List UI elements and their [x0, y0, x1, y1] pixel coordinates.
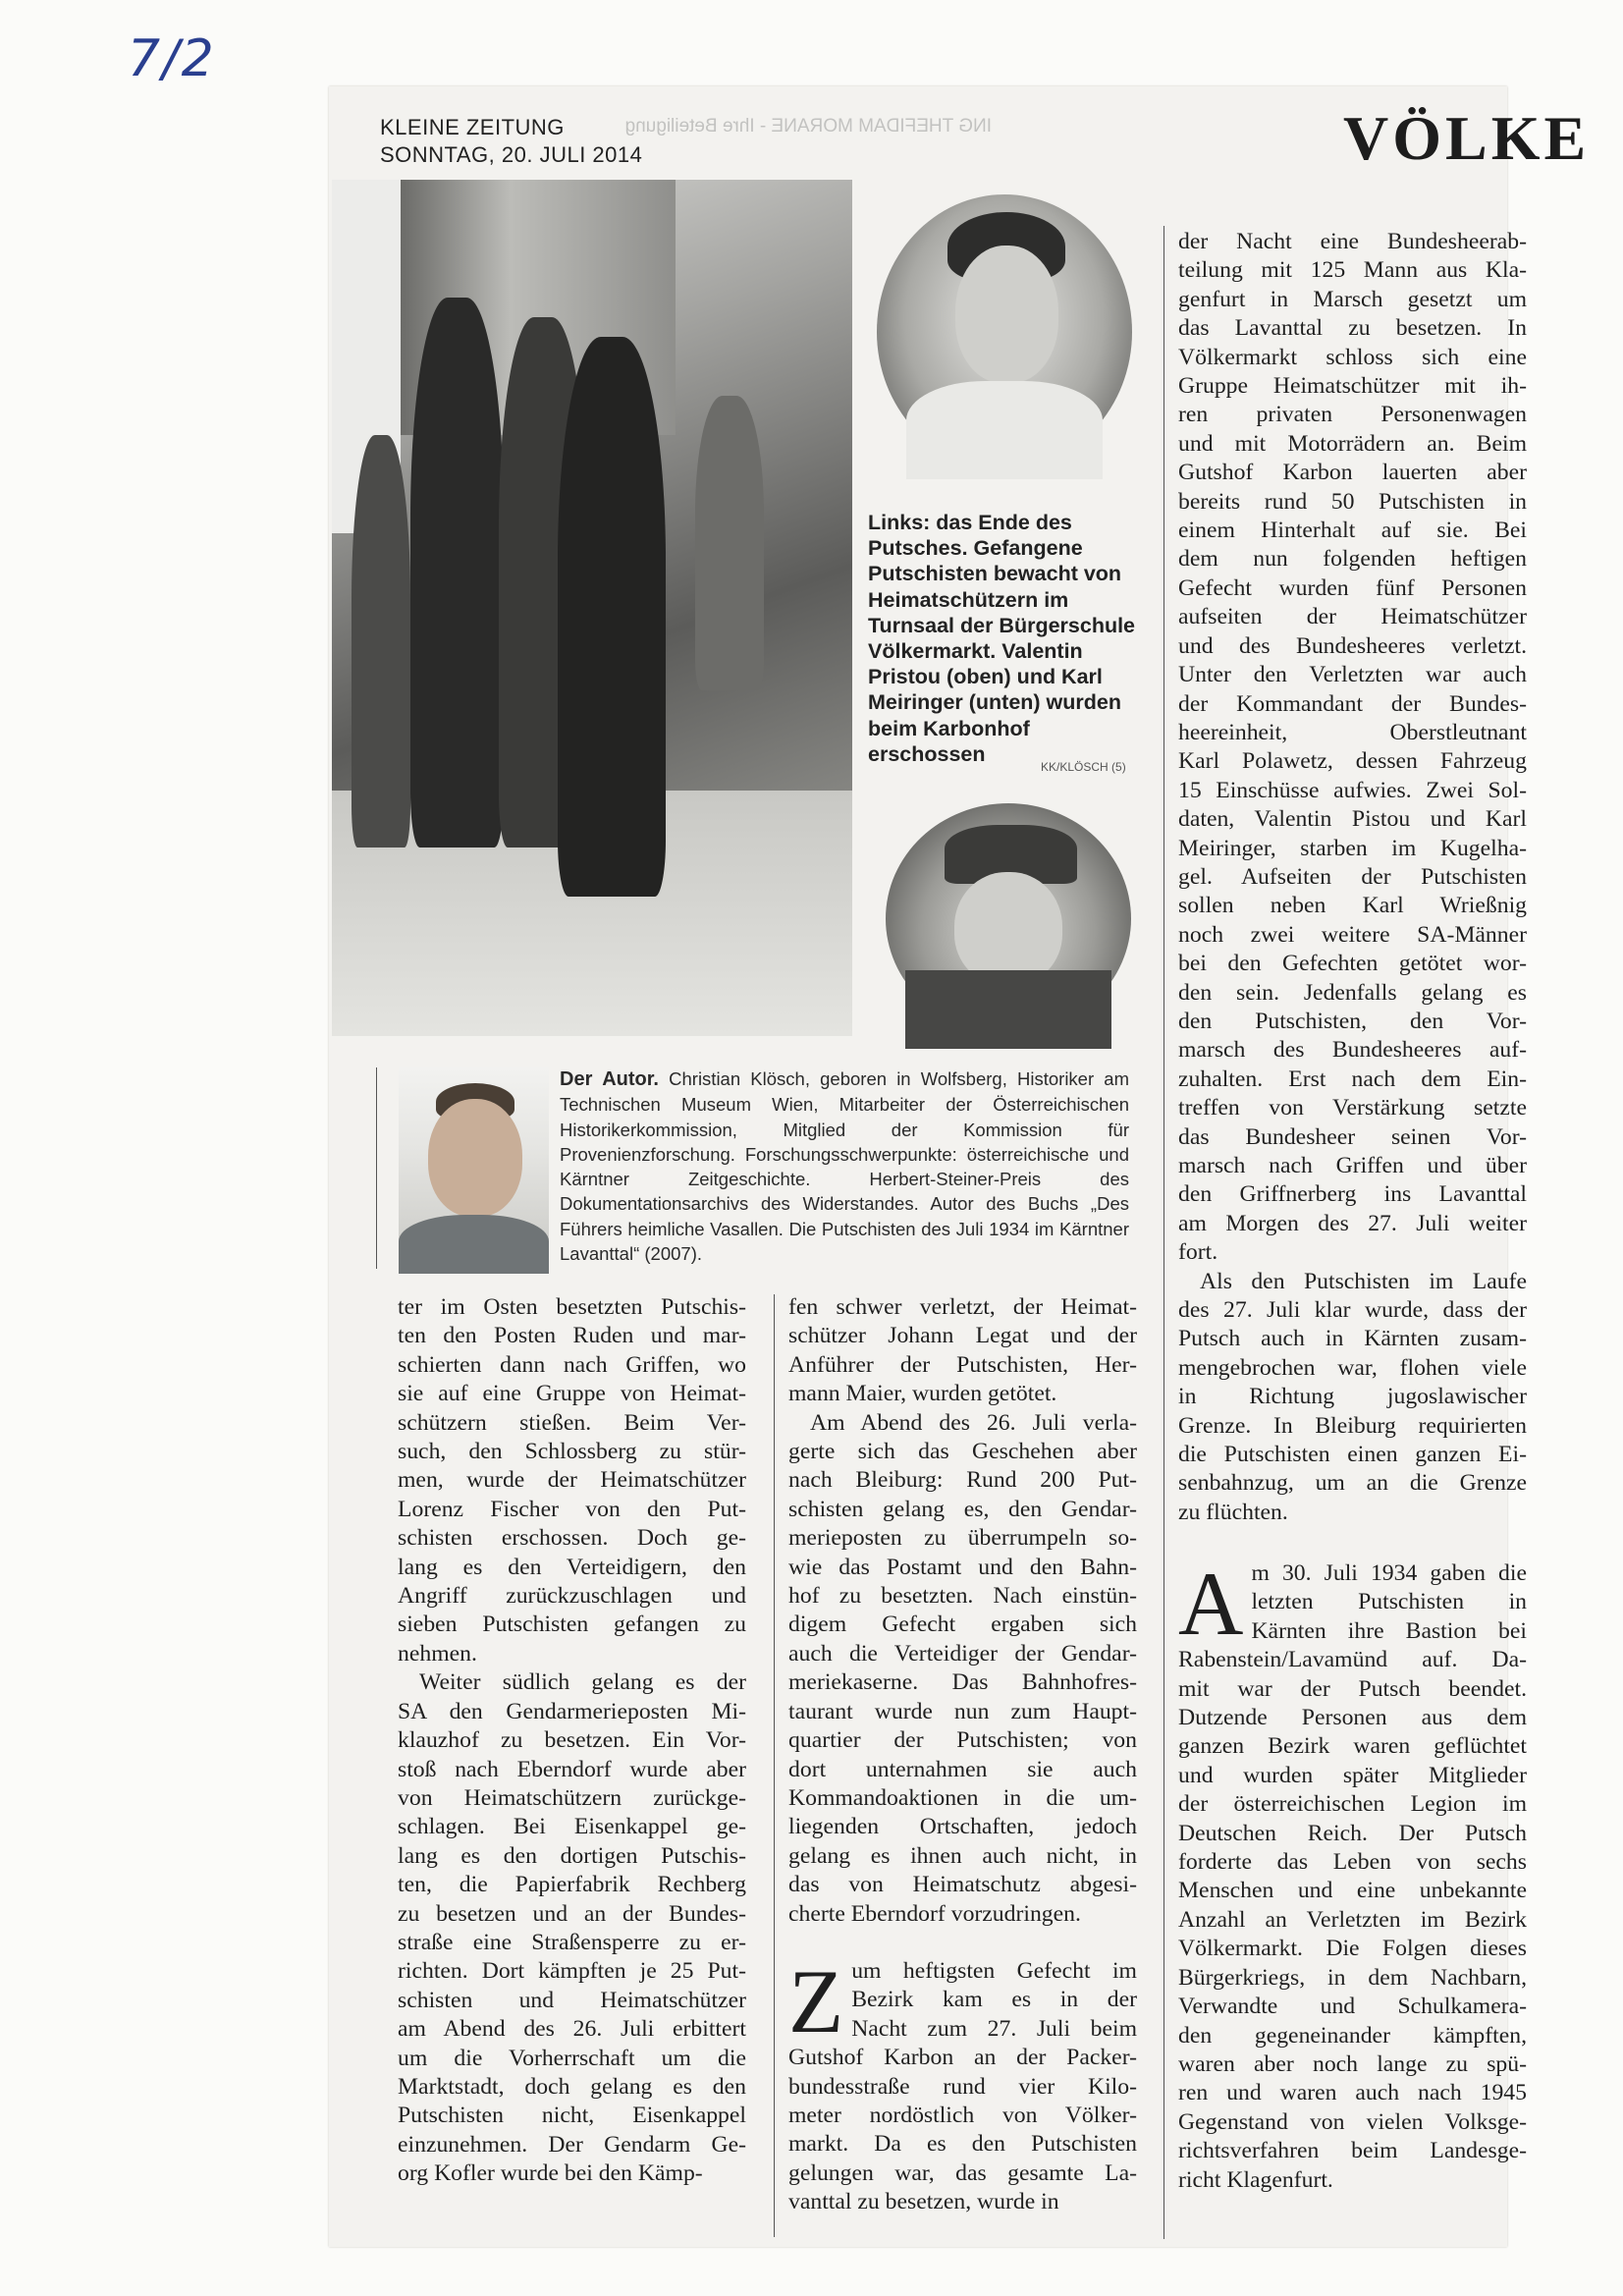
article-line: merieposten zu überrumpeln so-: [788, 1525, 1137, 1552]
photo-figure: [352, 435, 410, 847]
article-line: meriekaserne. Das Bahnhofres-: [788, 1669, 1137, 1696]
article-line: lang es den Verteidigern, den: [398, 1554, 746, 1580]
portrait-face: [954, 872, 1062, 985]
article-line: der österreichischen Legion im: [1178, 1791, 1527, 1818]
article-line: einem Hinterhalt auf sie. Bei: [1178, 518, 1527, 544]
article-line: forderte das Leben von sechs: [1178, 1849, 1527, 1876]
article-line: sieben Putschisten gefangen zu: [398, 1612, 746, 1638]
article-line: gel. Aufseiten der Putschisten: [1178, 863, 1527, 890]
article-line: taurant wurde nun zum Haupt-: [788, 1698, 1137, 1724]
article-line: quartier der Putschisten; von: [788, 1727, 1137, 1754]
article-column-2: [788, 1293, 1137, 1929]
article-line: Am Abend des 26. Juli verla-: [810, 1409, 1137, 1436]
column-rule: [774, 1294, 775, 2237]
article-line: Karl Polawetz, dessen Fahrzeug: [1178, 748, 1527, 775]
article-line: schierten dann nach Griffen, wo: [398, 1351, 746, 1378]
author-lead: Der Autor.: [560, 1068, 659, 1090]
article-line: klauzhof zu besetzen. Ein Vor-: [398, 1727, 746, 1754]
article-line: das Lavanttal zu besetzen. In: [1178, 315, 1527, 342]
article-line: marsch nach Griffen und über: [1178, 1153, 1527, 1178]
article-line: schlagen. Bei Eisenkappel ge-: [398, 1814, 746, 1840]
article-line: schützern stießen. Beim Ver-: [398, 1409, 746, 1436]
article-line: 15 Einschüsse aufwies. Zwei Sol-: [1178, 777, 1527, 803]
article-line: dort unternahmen sie auch: [788, 1756, 1137, 1782]
article-line: gelang es ihnen auch nicht, in: [788, 1842, 1137, 1869]
article-line: und des Bundesheeres verletzt.: [1178, 632, 1527, 659]
author-bio-text: Christian Klösch, geboren in Wolfsberg, Historiker am Technischen Museum Wien, Mitarbeiter der Österreichischen Historikerkommission, Mitglied der Kommission für Provenienzforschung. Forschungsschwerpunkte: österreichische und Kärntner Zeitgeschichte. Herbert-Steiner-Preis des Dokumentationsarchivs des Widerstandes. Autor des Buchs „Des Führers heimliche Vasallen. Die Putschisten des Juli 1934 im Kärntner Lavanttal“ (2007).: [560, 1068, 1130, 1265]
article-line: Dutzende Personen aus dem: [1178, 1705, 1527, 1731]
article-line: zu besetzen und an der Bundes-: [398, 1900, 746, 1927]
article-line: und wurden später Mitglieder: [1178, 1762, 1527, 1788]
article-line: den Griffnerberg ins Lavanttal: [1178, 1181, 1527, 1208]
article-line: Gruppe Heimatschützer mit ih-: [1178, 373, 1527, 400]
article-line: markt. Da es den Putschisten: [788, 2131, 1137, 2158]
article-line: SA den Gendarmerieposten Mi-: [398, 1698, 746, 1724]
article-line: Gegenstand von vielen Volksge-: [1178, 2108, 1527, 2135]
article-line: Grenze. In Bleiburg requirierten: [1178, 1412, 1527, 1439]
article-line: vanttal zu besetzen, wurde in: [788, 2189, 1059, 2215]
newspaper-name: KLEINE ZEITUNG: [380, 115, 565, 139]
article-line: Lorenz Fischer von den Put-: [398, 1496, 746, 1522]
article-line: schisten gelang es, den Gendar-: [788, 1496, 1137, 1522]
article-line: Völkermarkt schloss sich eine: [1178, 344, 1527, 370]
article-line: ter im Osten besetzten Putschis-: [398, 1294, 746, 1320]
article-line: Marktstadt, doch gelang es den: [398, 2073, 746, 2100]
article-line: Unter den Verletzten war auch: [1178, 662, 1527, 688]
article-line: ren privaten Personenwagen: [1178, 402, 1527, 428]
author-bio: [560, 1066, 1129, 1266]
article-line: ten den Posten Ruden und mar-: [398, 1323, 746, 1349]
article-line: zu flüchten.: [1178, 1499, 1288, 1525]
portrait-karl-meiringer: [886, 803, 1131, 1034]
article-line: Weiter südlich gelang es der: [419, 1669, 746, 1696]
article-line: senbahnzug, um an die Grenze: [1178, 1470, 1527, 1497]
photo-figure: [558, 337, 666, 897]
portrait-valentin-pistou: [877, 194, 1132, 469]
article-line: bei den Gefechten getötet wor-: [1178, 951, 1527, 977]
article-line: fen schwer verletzt, der Heimat-: [788, 1294, 1137, 1320]
article-line: liegenden Ortschaften, jedoch: [788, 1814, 1137, 1840]
article-line: fort.: [1178, 1239, 1218, 1266]
article-line: auch die Verteidiger der Gendar-: [788, 1640, 1137, 1667]
article-line: genfurt in Marsch gesetzt um: [1178, 286, 1527, 312]
portrait-shirt: [906, 381, 1103, 479]
article-line: digem Gefecht ergaben sich: [788, 1612, 1137, 1638]
article-line: bundesstraße rund vier Kilo-: [788, 2073, 1137, 2100]
article-line: Putsch auch in Kärnten zusam-: [1178, 1326, 1527, 1352]
article-line: sie auf eine Gruppe von Heimat-: [398, 1381, 746, 1407]
article-line: Gutshof Karbon lauerten aber: [1178, 460, 1527, 486]
photo-figure: [410, 298, 504, 847]
article-line: richt Klagenfurt.: [1178, 2166, 1333, 2193]
article-line: Anführer der Putschisten, Her-: [788, 1351, 1137, 1378]
dropcap-letter: A: [1178, 1554, 1244, 1654]
paragraph-continued: [1178, 1646, 1527, 2195]
portrait-face: [955, 246, 1058, 383]
section-title: VÖLKE: [1343, 103, 1591, 173]
article-line: org Kofler wurde bei den Kämp-: [398, 2160, 703, 2187]
article-line: Als den Putschisten im Laufe: [1200, 1268, 1527, 1294]
article-line: nehmen.: [398, 1640, 477, 1667]
bleedthrough-text: ING THEFIDAM MORANE - Ihre Beteiligung: [624, 116, 992, 137]
article-line: m 30. Juli 1934 gaben die: [1251, 1560, 1527, 1586]
author-box-rule: [376, 1067, 377, 1269]
article-line: such, den Schlossberg zu stür-: [398, 1439, 746, 1465]
article-line: treffen von Verstärkung setzte: [1178, 1095, 1527, 1121]
article-line: ren und waren auch nach 1945: [1178, 2080, 1527, 2106]
article-line: Bürgerkriegs, in dem Nachbarn,: [1178, 1964, 1527, 1991]
article-line: die Putschisten einen ganzen Ei-: [1178, 1442, 1527, 1468]
author-photo: [399, 1067, 549, 1269]
article-line: teilung mit 125 Mann aus Kla-: [1178, 257, 1527, 284]
article-line: mengebrochen war, flohen viele: [1178, 1354, 1527, 1381]
article-line: ganzen Bezirk waren geflüchtet: [1178, 1733, 1527, 1760]
article-line: richtsverfahren beim Landesge-: [1178, 2138, 1527, 2164]
article-line: Menschen und eine unbekannte: [1178, 1878, 1527, 1904]
article-line: marsch des Bundesheeres auf-: [1178, 1037, 1527, 1064]
handwritten-page-note: 7/2: [128, 29, 216, 88]
article-line: mann Maier, wurden getötet.: [788, 1381, 1057, 1407]
article-line: Kärnten ihre Bastion bei: [1251, 1617, 1527, 1644]
article-line: Angriff zurückzuschlagen und: [398, 1583, 746, 1610]
article-line: Völkermarkt. Die Folgen dieses: [1178, 1936, 1527, 1962]
article-line: Bezirk kam es in der: [851, 1987, 1137, 2013]
article-line: um heftigsten Gefecht im: [851, 1958, 1137, 1984]
article-line: schützer Johann Legat und der: [788, 1323, 1137, 1349]
article-line: gelungen war, das gesamte La-: [788, 2159, 1137, 2186]
portrait-uniform: [905, 970, 1111, 1049]
article-line: Putschisten nicht, Eisenkappel: [398, 2103, 746, 2129]
article-line: cherte Eberndorf vorzudringen.: [788, 1900, 1081, 1927]
article-line: men, wurde der Heimatschützer: [398, 1467, 746, 1494]
photo-credit: KK/KLÖSCH (5): [1041, 760, 1126, 774]
dropcap-letter: Z: [788, 1951, 844, 2051]
article-line: Gefecht wurden fünf Personen: [1178, 574, 1527, 601]
article-line: heereinheit, Oberstleutnant: [1178, 719, 1527, 745]
article-line: aufseiten der Heimatschützer: [1178, 604, 1527, 630]
article-line: hof zu besetzten. Nach einstün-: [788, 1583, 1137, 1610]
article-line: mit war der Putsch beendet.: [1178, 1675, 1527, 1702]
article-line: letzten Putschisten in: [1251, 1589, 1527, 1615]
article-line: zuhalten. Erst nach dem Ein-: [1178, 1066, 1527, 1092]
article-line: bereits rund 50 Putschisten in: [1178, 488, 1527, 515]
article-line: das von Heimatschutz abgesi-: [788, 1872, 1137, 1898]
article-line: dem nun folgenden heftigen: [1178, 546, 1527, 573]
article-line: richten. Dort kämpften je 25 Put-: [398, 1958, 746, 1985]
article-line: Gutshof Karbon an der Packer-: [788, 2045, 1137, 2071]
article-column-1: [398, 1293, 746, 2189]
article-line: das Bundesheer seinen Vor-: [1178, 1123, 1527, 1150]
article-line: und mit Motorrädern an. Beim: [1178, 430, 1527, 457]
article-line: schisten und Heimatschützer: [398, 1987, 746, 2013]
author-face: [428, 1099, 522, 1217]
article-column-2-dropcap-paragraph: [788, 1951, 1137, 2217]
article-line: daten, Valentin Pistou und Karl: [1178, 806, 1527, 833]
article-line: gerte sich das Geschehen aber: [788, 1439, 1137, 1465]
article-line: meter nordöstlich von Völker-: [788, 2103, 1137, 2129]
article-line: von Heimatschützern zurückge-: [398, 1784, 746, 1811]
article-line: straße eine Straßensperre zu er-: [398, 1929, 746, 1955]
article-line: den Putschisten, den Vor-: [1178, 1008, 1527, 1034]
column-rule: [1163, 226, 1164, 2239]
article-line: nach Bleiburg: Rund 200 Put-: [788, 1467, 1137, 1494]
article-line: Anzahl an Verletzten im Bezirk: [1178, 1906, 1527, 1933]
article-line: stoß nach Eberndorf wurde aber: [398, 1756, 746, 1782]
article-line: Kommandoaktionen in die um-: [788, 1784, 1137, 1811]
author-shirt: [399, 1215, 549, 1274]
article-line: der Kommandant der Bundes-: [1178, 690, 1527, 717]
article-line: einzunehmen. Der Gendarm Ge-: [398, 2131, 746, 2158]
article-line: Meiringer, starben im Kugelha-: [1178, 835, 1527, 861]
article-line: um die Vorherrschaft um die: [398, 2045, 746, 2071]
article-line: am Morgen des 27. Juli weiter: [1178, 1210, 1527, 1236]
article-line: Rabenstein/Lavamünd auf. Da-: [1178, 1647, 1527, 1673]
article-line: waren aber noch lange zu spü-: [1178, 2050, 1527, 2077]
article-line: schisten erschossen. Doch ge-: [398, 1525, 746, 1552]
paragraph-continued: [788, 2044, 1137, 2216]
article-line: lang es den dortigen Putschis-: [398, 1842, 746, 1869]
article-line: den gegeneinander kämpften,: [1178, 2022, 1527, 2049]
article-line: in Richtung jugoslawischer: [1178, 1384, 1527, 1410]
issue-date: SONNTAG, 20. JULI 2014: [380, 142, 643, 167]
photo-caption: Links: das Ende des Putsches. Gefangene Putschisten bewacht von Heimatschützern im Turnsaal der Bürgerschule Völkermarkt. Valentin Pristou (oben) und Karl Meiringer (unten) wurden beim Karbonhof erschossen: [868, 511, 1136, 766]
article-line: der Nacht eine Bundesheerab-: [1178, 229, 1527, 254]
article-line: Nacht zum 27. Juli beim: [851, 2015, 1137, 2042]
article-line: sollen neben Karl Wrießnig: [1178, 893, 1527, 919]
article-column-3-dropcap-paragraph: [1178, 1554, 1527, 2195]
article-line: des 27. Juli klar wurde, dass der: [1178, 1297, 1527, 1324]
article-line: Deutschen Reich. Der Putsch: [1178, 1820, 1527, 1846]
photo-figure: [695, 396, 764, 690]
historical-photo-gymnasium: [332, 180, 852, 1036]
article-line: den sein. Jedenfalls gelang es: [1178, 979, 1527, 1006]
article-line: am Abend des 26. Juli erbittert: [398, 2016, 746, 2043]
article-line: Verwandte und Schulkamera-: [1178, 1994, 1527, 2020]
article-line: wie das Postamt und den Bahn-: [788, 1554, 1137, 1580]
article-column-3: [1178, 228, 1527, 1527]
article-line: ten, die Papierfabrik Rechberg: [398, 1872, 746, 1898]
article-line: noch zwei weitere SA-Männer: [1178, 921, 1527, 948]
